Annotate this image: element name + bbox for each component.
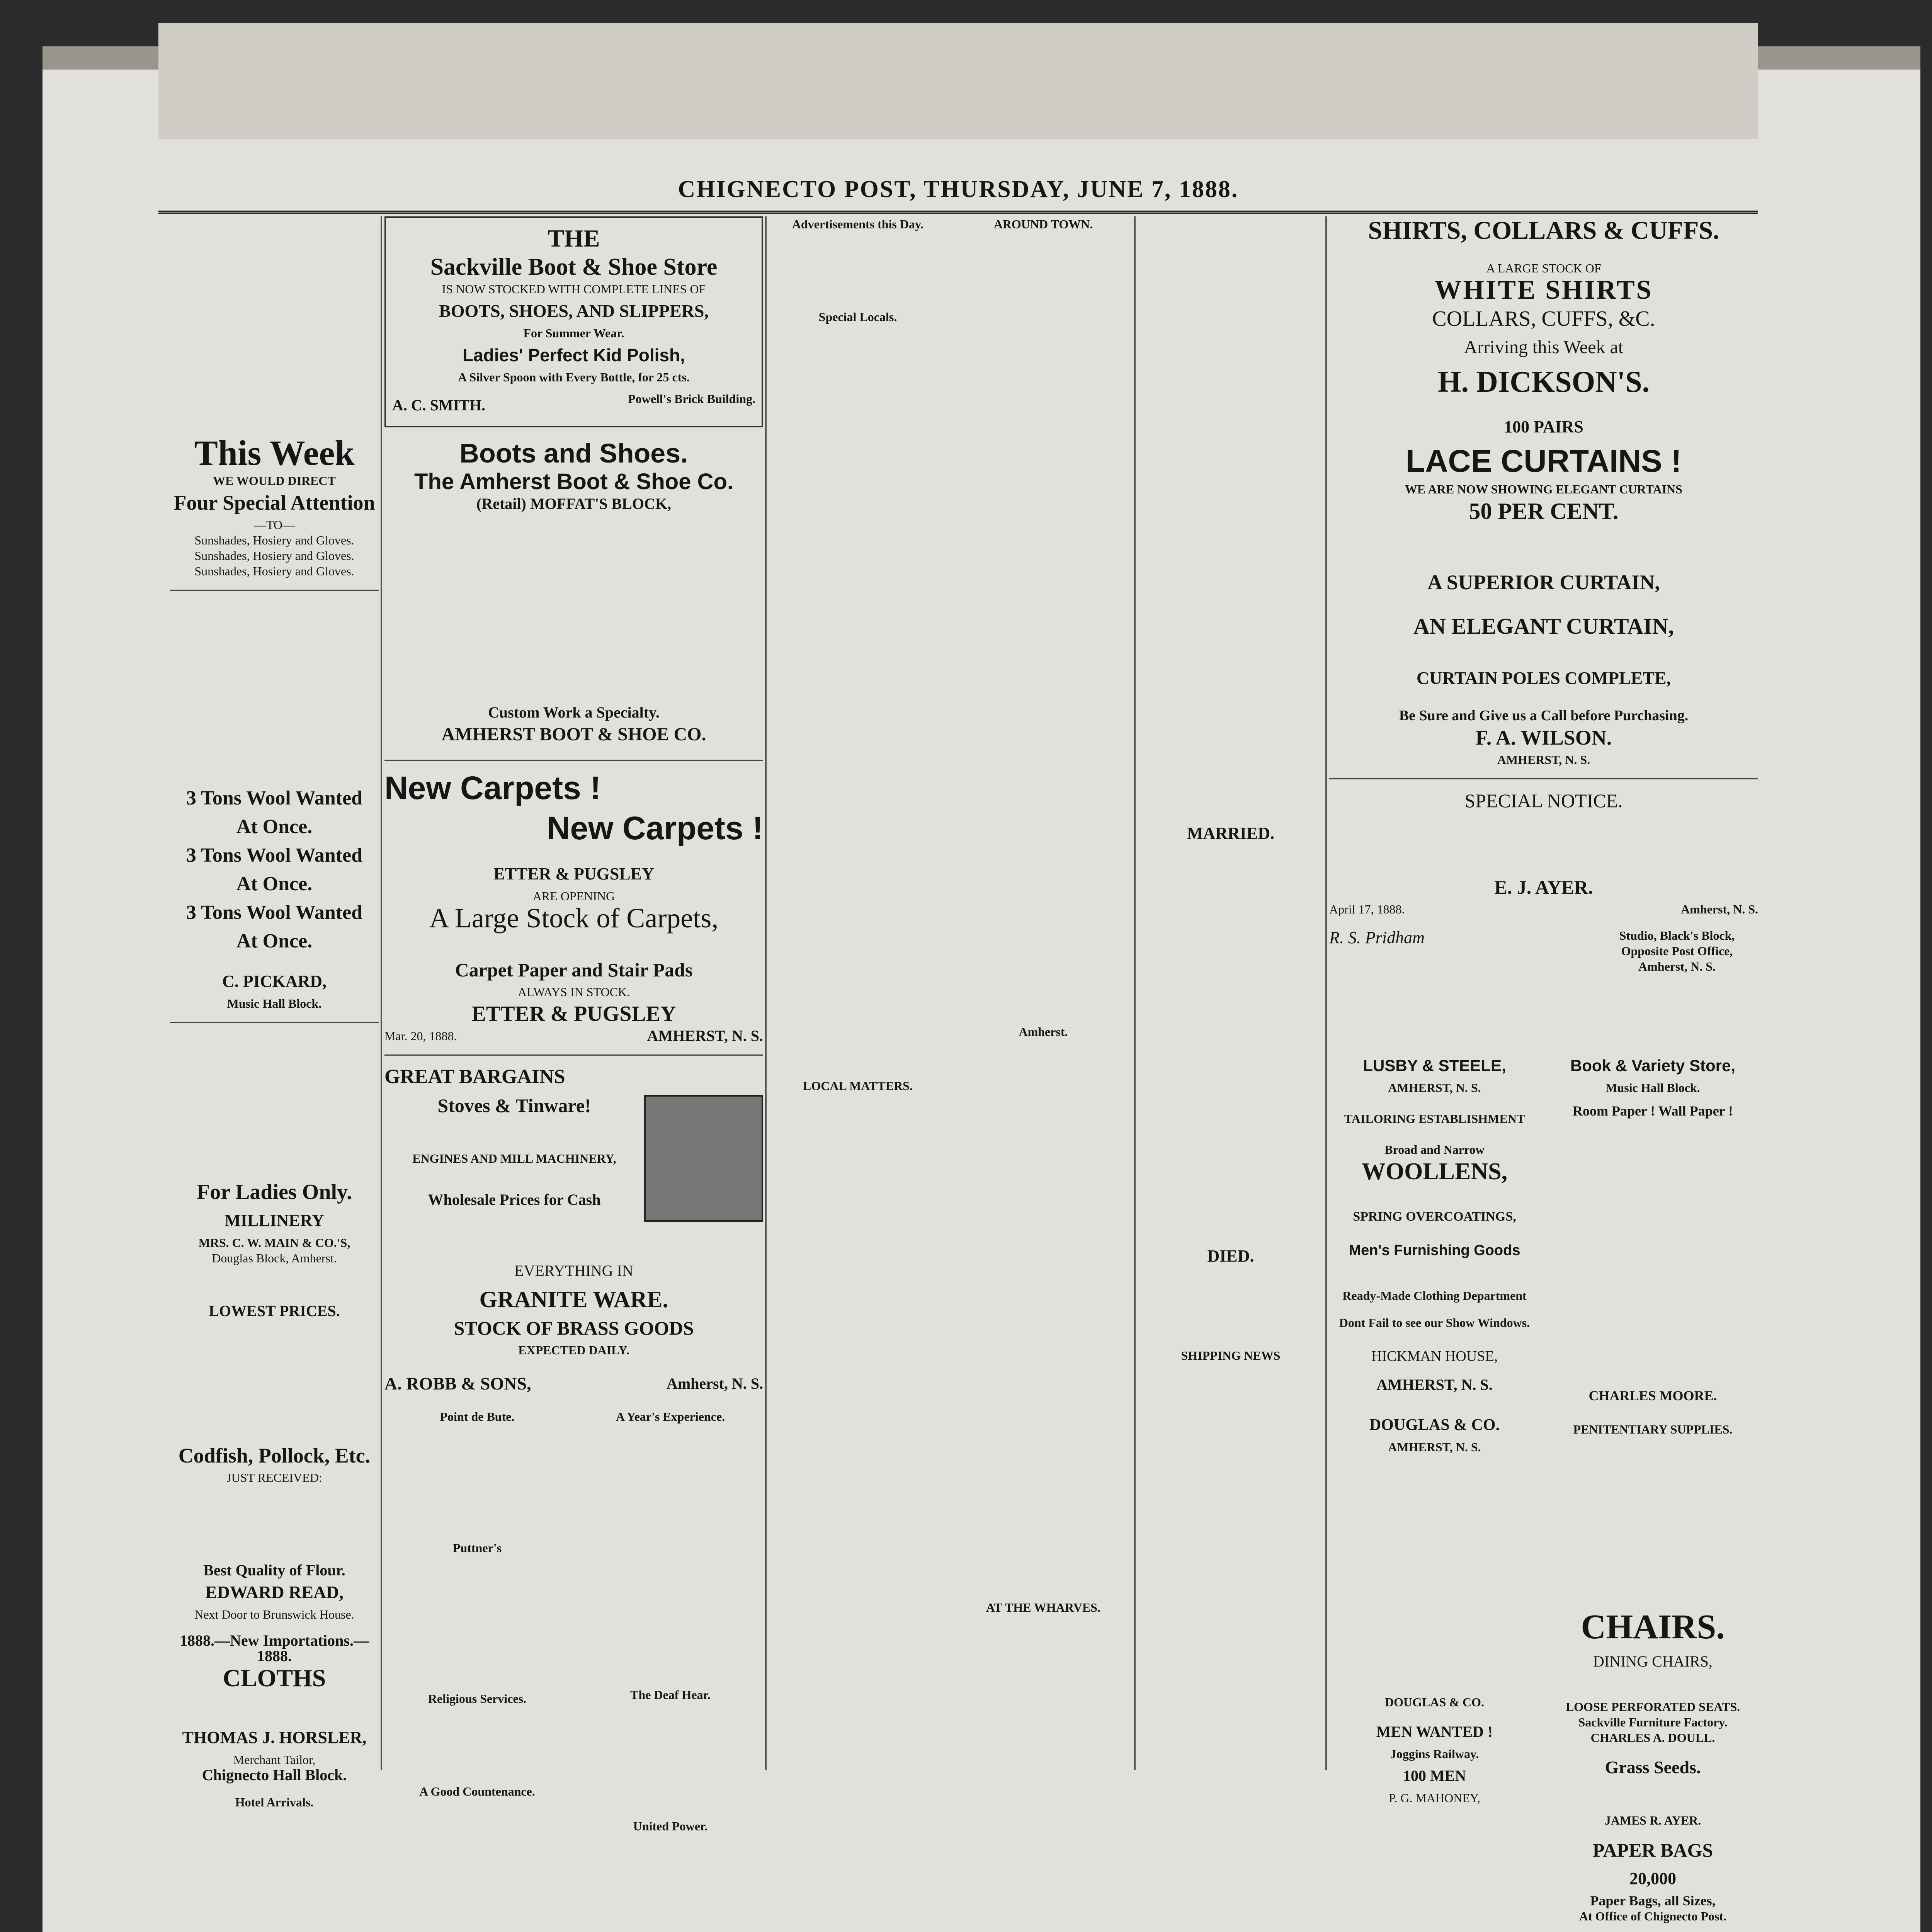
sackville-ad xyxy=(384,216,763,427)
lace-pct: 50 PER CENT. xyxy=(1469,498,1619,524)
puttner: Puttner's xyxy=(452,1541,502,1555)
around-town: AROUND TOWN. xyxy=(993,217,1093,231)
column-rule xyxy=(1325,216,1327,1770)
windows: Dont Fail to see our Show Windows. xyxy=(1339,1316,1530,1330)
main-co: MRS. C. W. MAIN & CO.'S, xyxy=(198,1236,350,1250)
grass: Grass Seeds. xyxy=(1605,1757,1701,1777)
everything: EVERYTHING IN xyxy=(514,1262,633,1279)
carpets-stock: A Large Stock of Carpets, xyxy=(429,903,719,934)
column-5 xyxy=(1329,216,1758,1923)
ad-to: —TO— xyxy=(253,518,295,532)
robb-town: Amherst, N. S. xyxy=(667,1375,763,1392)
lace-title: LACE CURTAINS ! xyxy=(1406,444,1682,479)
room-paper: Room Paper ! Wall Paper ! xyxy=(1573,1103,1733,1119)
paper-office: At Office of Chignecto Post. xyxy=(1579,1909,1727,1923)
notice-date: April 17, 1888. xyxy=(1329,902,1405,916)
stoves: Stoves & Tinware! xyxy=(437,1095,591,1116)
the: THE xyxy=(548,224,600,252)
column-rule xyxy=(1134,216,1136,1770)
column-1 xyxy=(170,216,379,1809)
shirts-title: SHIRTS, COLLARS & CUFFS. xyxy=(1368,216,1719,245)
ladies-title: For Ladies Only. xyxy=(197,1180,352,1204)
carpets-ad xyxy=(384,768,763,1044)
studio-title: Studio, Black's Block, Opposite Post Office, Amherst, N. S. xyxy=(1619,929,1735,973)
men-wanted: MEN WANTED ! xyxy=(1376,1723,1493,1740)
custom: Custom Work a Specialty. xyxy=(488,704,660,721)
smith: A. C. SMITH. xyxy=(392,396,486,414)
stocked: IS NOW STOCKED WITH COMPLETE LINES OF xyxy=(442,282,706,296)
carpets-firm: ETTER & PUGSLEY xyxy=(493,864,654,883)
wool-line: At Once. xyxy=(236,816,313,838)
hickman: HICKMAN HOUSE, xyxy=(1371,1348,1498,1364)
ayer: E. J. AYER. xyxy=(1494,876,1593,898)
received: JUST RECEIVED: xyxy=(226,1471,322,1485)
powell: Powell's Brick Building. xyxy=(628,392,755,406)
pickard-name: C. PICKARD, xyxy=(222,972,327,991)
wool-line: 3 Tons Wool Wanted xyxy=(186,787,363,809)
bookstore: Book & Variety Store, xyxy=(1570,1056,1736,1075)
lower-ads xyxy=(1329,1051,1758,1924)
notice-town: Amherst, N. S. xyxy=(1681,902,1758,916)
column-rule xyxy=(765,216,767,1770)
bargains-ad xyxy=(384,1063,763,1398)
news-columns xyxy=(384,1409,763,1834)
expected: EXPECTED DAILY. xyxy=(518,1343,629,1357)
wool-ad xyxy=(170,784,379,1011)
carpets-title: New Carpets ! xyxy=(384,770,601,806)
furnishing: Men's Furnishing Goods xyxy=(1349,1242,1520,1259)
superior: A SUPERIOR CURTAIN, xyxy=(1427,571,1660,594)
lowest-prices: LOWEST PRICES. xyxy=(209,1302,340,1320)
shirts-stock: A LARGE STOCK OF xyxy=(1486,261,1601,275)
readymade: Ready-Made Clothing Department xyxy=(1342,1289,1527,1303)
divider xyxy=(384,1054,763,1056)
flour: Best Quality of Flour. xyxy=(203,1561,345,1579)
moore: CHARLES MOORE. xyxy=(1588,1388,1717,1403)
studio-ad xyxy=(1329,928,1758,974)
amherst-section: Amherst. xyxy=(1019,1025,1068,1039)
ad-title: This Week xyxy=(194,433,355,473)
paper-count: 20,000 xyxy=(1629,1869,1676,1888)
point-title: Point de Bute. xyxy=(440,1410,515,1423)
cloths-ad xyxy=(170,1633,379,1810)
ads-today: Advertisements this Day. xyxy=(792,217,924,231)
masthead-bar xyxy=(158,153,1758,214)
lace-offering: WE ARE NOW SHOWING ELEGANT CURTAINS xyxy=(1405,482,1683,496)
white-shirts: WHITE SHIRTS xyxy=(1434,275,1653,305)
spring: SPRING OVERCOATINGS, xyxy=(1353,1209,1516,1224)
main-block: Douglas Block, Amherst. xyxy=(212,1251,337,1265)
carpets-sign: ETTER & PUGSLEY xyxy=(471,1002,676,1026)
this-week-ad xyxy=(170,433,379,579)
shirts-ad xyxy=(1329,216,1758,402)
religious: Religious Services. xyxy=(428,1692,527,1706)
grass-ayer: JAMES R. AYER. xyxy=(1604,1813,1701,1827)
retail: (Retail) MOFFAT'S BLOCK, xyxy=(476,495,672,512)
broad: Broad and Narrow xyxy=(1384,1143,1485,1156)
column-4 xyxy=(1138,216,1323,1770)
tailoring: TAILORING ESTABLISHMENT xyxy=(1344,1112,1525,1126)
tailor-name: THOMAS J. HORSLER, xyxy=(182,1728,367,1747)
notice-title: SPECIAL NOTICE. xyxy=(1464,790,1623,811)
wool-line: At Once. xyxy=(236,930,313,952)
paper-sizes: Paper Bags, all Sizes, xyxy=(1590,1893,1716,1908)
column-rule xyxy=(381,216,382,1770)
spoon: A Silver Spoon with Every Bottle, for 25 cts. xyxy=(458,370,690,384)
collars: COLLARS, CUFFS, &C. xyxy=(1432,307,1655,331)
carpets-title-2: New Carpets ! xyxy=(546,810,763,846)
call: Be Sure and Give us a Call before Purchasing. xyxy=(1399,707,1689,724)
carpets-town: AMHERST, N. S. xyxy=(647,1027,763,1044)
ladies-ad xyxy=(170,1178,379,1325)
lusby-town: AMHERST, N. S. xyxy=(1388,1081,1481,1095)
shipping-news: SHIPPING NEWS xyxy=(1181,1349,1281,1362)
divider xyxy=(170,1022,379,1023)
amherst-co: The Amherst Boot & Shoe Co. xyxy=(414,469,733,494)
mahoney: P. G. MAHONEY, xyxy=(1389,1791,1480,1805)
codfish-ad xyxy=(170,1441,379,1622)
died: DIED. xyxy=(1207,1247,1254,1265)
amherst-boot-ad xyxy=(384,439,763,749)
dining: DINING CHAIRS, xyxy=(1593,1653,1713,1670)
robb: A. ROBB & SONS, xyxy=(384,1374,531,1393)
carpets-date: Mar. 20, 1888. xyxy=(384,1029,457,1043)
doull: CHARLES A. DOULL. xyxy=(1590,1731,1715,1745)
column-2 xyxy=(384,216,763,1833)
wool-line: 3 Tons Wool Wanted xyxy=(186,844,363,866)
signature: R. S. Pridham xyxy=(1329,928,1425,947)
joggins: Joggins Railway. xyxy=(1390,1747,1479,1761)
experience-title: A Year's Experience. xyxy=(616,1410,725,1423)
lace-ad xyxy=(1329,413,1758,767)
boots-line: BOOTS, SHOES, AND SLIPPERS, xyxy=(439,301,709,321)
cloths-years: 1888.—New Importations.—1888. xyxy=(180,1632,369,1665)
special-locals: Special Locals. xyxy=(818,310,897,324)
amherst-sign: AMHERST BOOT & SHOE CO. xyxy=(441,724,706,745)
column-3 xyxy=(769,216,1132,1770)
cloths-title: CLOTHS xyxy=(223,1664,326,1692)
hickman-town: AMHERST, N. S. xyxy=(1376,1376,1493,1393)
married: MARRIED. xyxy=(1187,824,1275,843)
pickard-place: Music Hall Block. xyxy=(227,997,322,1010)
wringer-illustration xyxy=(644,1095,763,1222)
wool-line: At Once. xyxy=(236,873,313,895)
bookstore-hall: Music Hall Block. xyxy=(1605,1081,1700,1095)
ad-sub: WE WOULD DIRECT xyxy=(213,474,336,488)
elegant: AN ELEGANT CURTAIN, xyxy=(1413,614,1674,639)
faded-top-margin xyxy=(158,23,1758,139)
read-name: EDWARD READ, xyxy=(205,1582,344,1602)
tailor-role: Merchant Tailor, xyxy=(233,1753,316,1767)
brass: STOCK OF BRASS GOODS xyxy=(454,1317,694,1339)
granite: GRANITE WARE. xyxy=(479,1287,668,1312)
millinery: MILLINERY xyxy=(224,1211,324,1230)
factory: Sackville Furniture Factory. xyxy=(1578,1715,1728,1729)
tailor-hall: Chignecto Hall Block. xyxy=(202,1766,347,1784)
divider xyxy=(384,760,763,761)
divider xyxy=(1329,778,1758,779)
local-matters: LOCAL MATTERS. xyxy=(803,1079,913,1093)
hundred: 100 MEN xyxy=(1403,1767,1466,1784)
deaf-hear: The Deaf Hear. xyxy=(630,1688,711,1702)
amherst-title: Boots and Shoes. xyxy=(459,438,688,468)
divider xyxy=(170,590,379,591)
countenance: A Good Countenance. xyxy=(419,1784,535,1798)
masthead: CHIGNECTO POST, THURSDAY, JUNE 7, 1888. xyxy=(678,176,1239,202)
douglas-sign: DOUGLAS & CO. xyxy=(1385,1695,1484,1709)
hotel-arrivals: Hotel Arrivals. xyxy=(235,1795,314,1809)
wilson: F. A. WILSON. xyxy=(1475,726,1612,749)
lusby: LUSBY & STEELE, xyxy=(1363,1056,1506,1075)
carpets-pads: Carpet Paper and Stair Pads xyxy=(455,959,693,981)
read-place: Next Door to Brunswick House. xyxy=(194,1607,354,1621)
engines: ENGINES AND MILL MACHINERY, xyxy=(412,1151,616,1165)
wool-line: 3 Tons Wool Wanted xyxy=(186,901,363,923)
wholesale: Wholesale Prices for Cash xyxy=(428,1191,601,1208)
sunshades-list: Sunshades, Hosiery and Gloves. Sunshades, Hosiery and Gloves. Sunshades, Hosiery and Gloves. xyxy=(194,533,354,578)
pairs: 100 PAIRS xyxy=(1504,417,1583,436)
bargains-title: GREAT BARGAINS xyxy=(384,1066,565,1088)
douglas: DOUGLAS & CO. xyxy=(1369,1416,1500,1434)
ad-special: Four Special Attention xyxy=(173,491,375,514)
douglas-town: AMHERST, N. S. xyxy=(1388,1440,1481,1454)
carpets-opening: ARE OPENING xyxy=(532,889,615,903)
notice-ad xyxy=(1329,786,1758,917)
polish: Ladies' Perfect Kid Polish, xyxy=(463,345,685,365)
poles: CURTAIN POLES COMPLETE, xyxy=(1416,668,1671,688)
carpets-always: ALWAYS IN STOCK. xyxy=(517,985,630,999)
loose: LOOSE PERFORATED SEATS. xyxy=(1565,1700,1740,1714)
woollens: WOOLLENS, xyxy=(1361,1158,1508,1185)
summer: For Summer Wear. xyxy=(523,326,624,340)
paper-bags: PAPER BAGS xyxy=(1592,1839,1713,1861)
arriving: Arriving this Week at xyxy=(1464,337,1624,357)
codfish-title: Codfish, Pollock, Etc. xyxy=(178,1444,371,1467)
wharves: AT THE WHARVES. xyxy=(986,1600,1101,1614)
united-power: United Power. xyxy=(633,1819,708,1833)
dickson: H. DICKSON'S. xyxy=(1437,365,1650,398)
chairs: CHAIRS. xyxy=(1581,1608,1725,1646)
sackville-title: Sackville Boot & Shoe Store xyxy=(430,254,718,280)
penitentiary: PENITENTIARY SUPPLIES. xyxy=(1573,1422,1733,1436)
wilson-town: AMHERST, N. S. xyxy=(1497,753,1590,767)
